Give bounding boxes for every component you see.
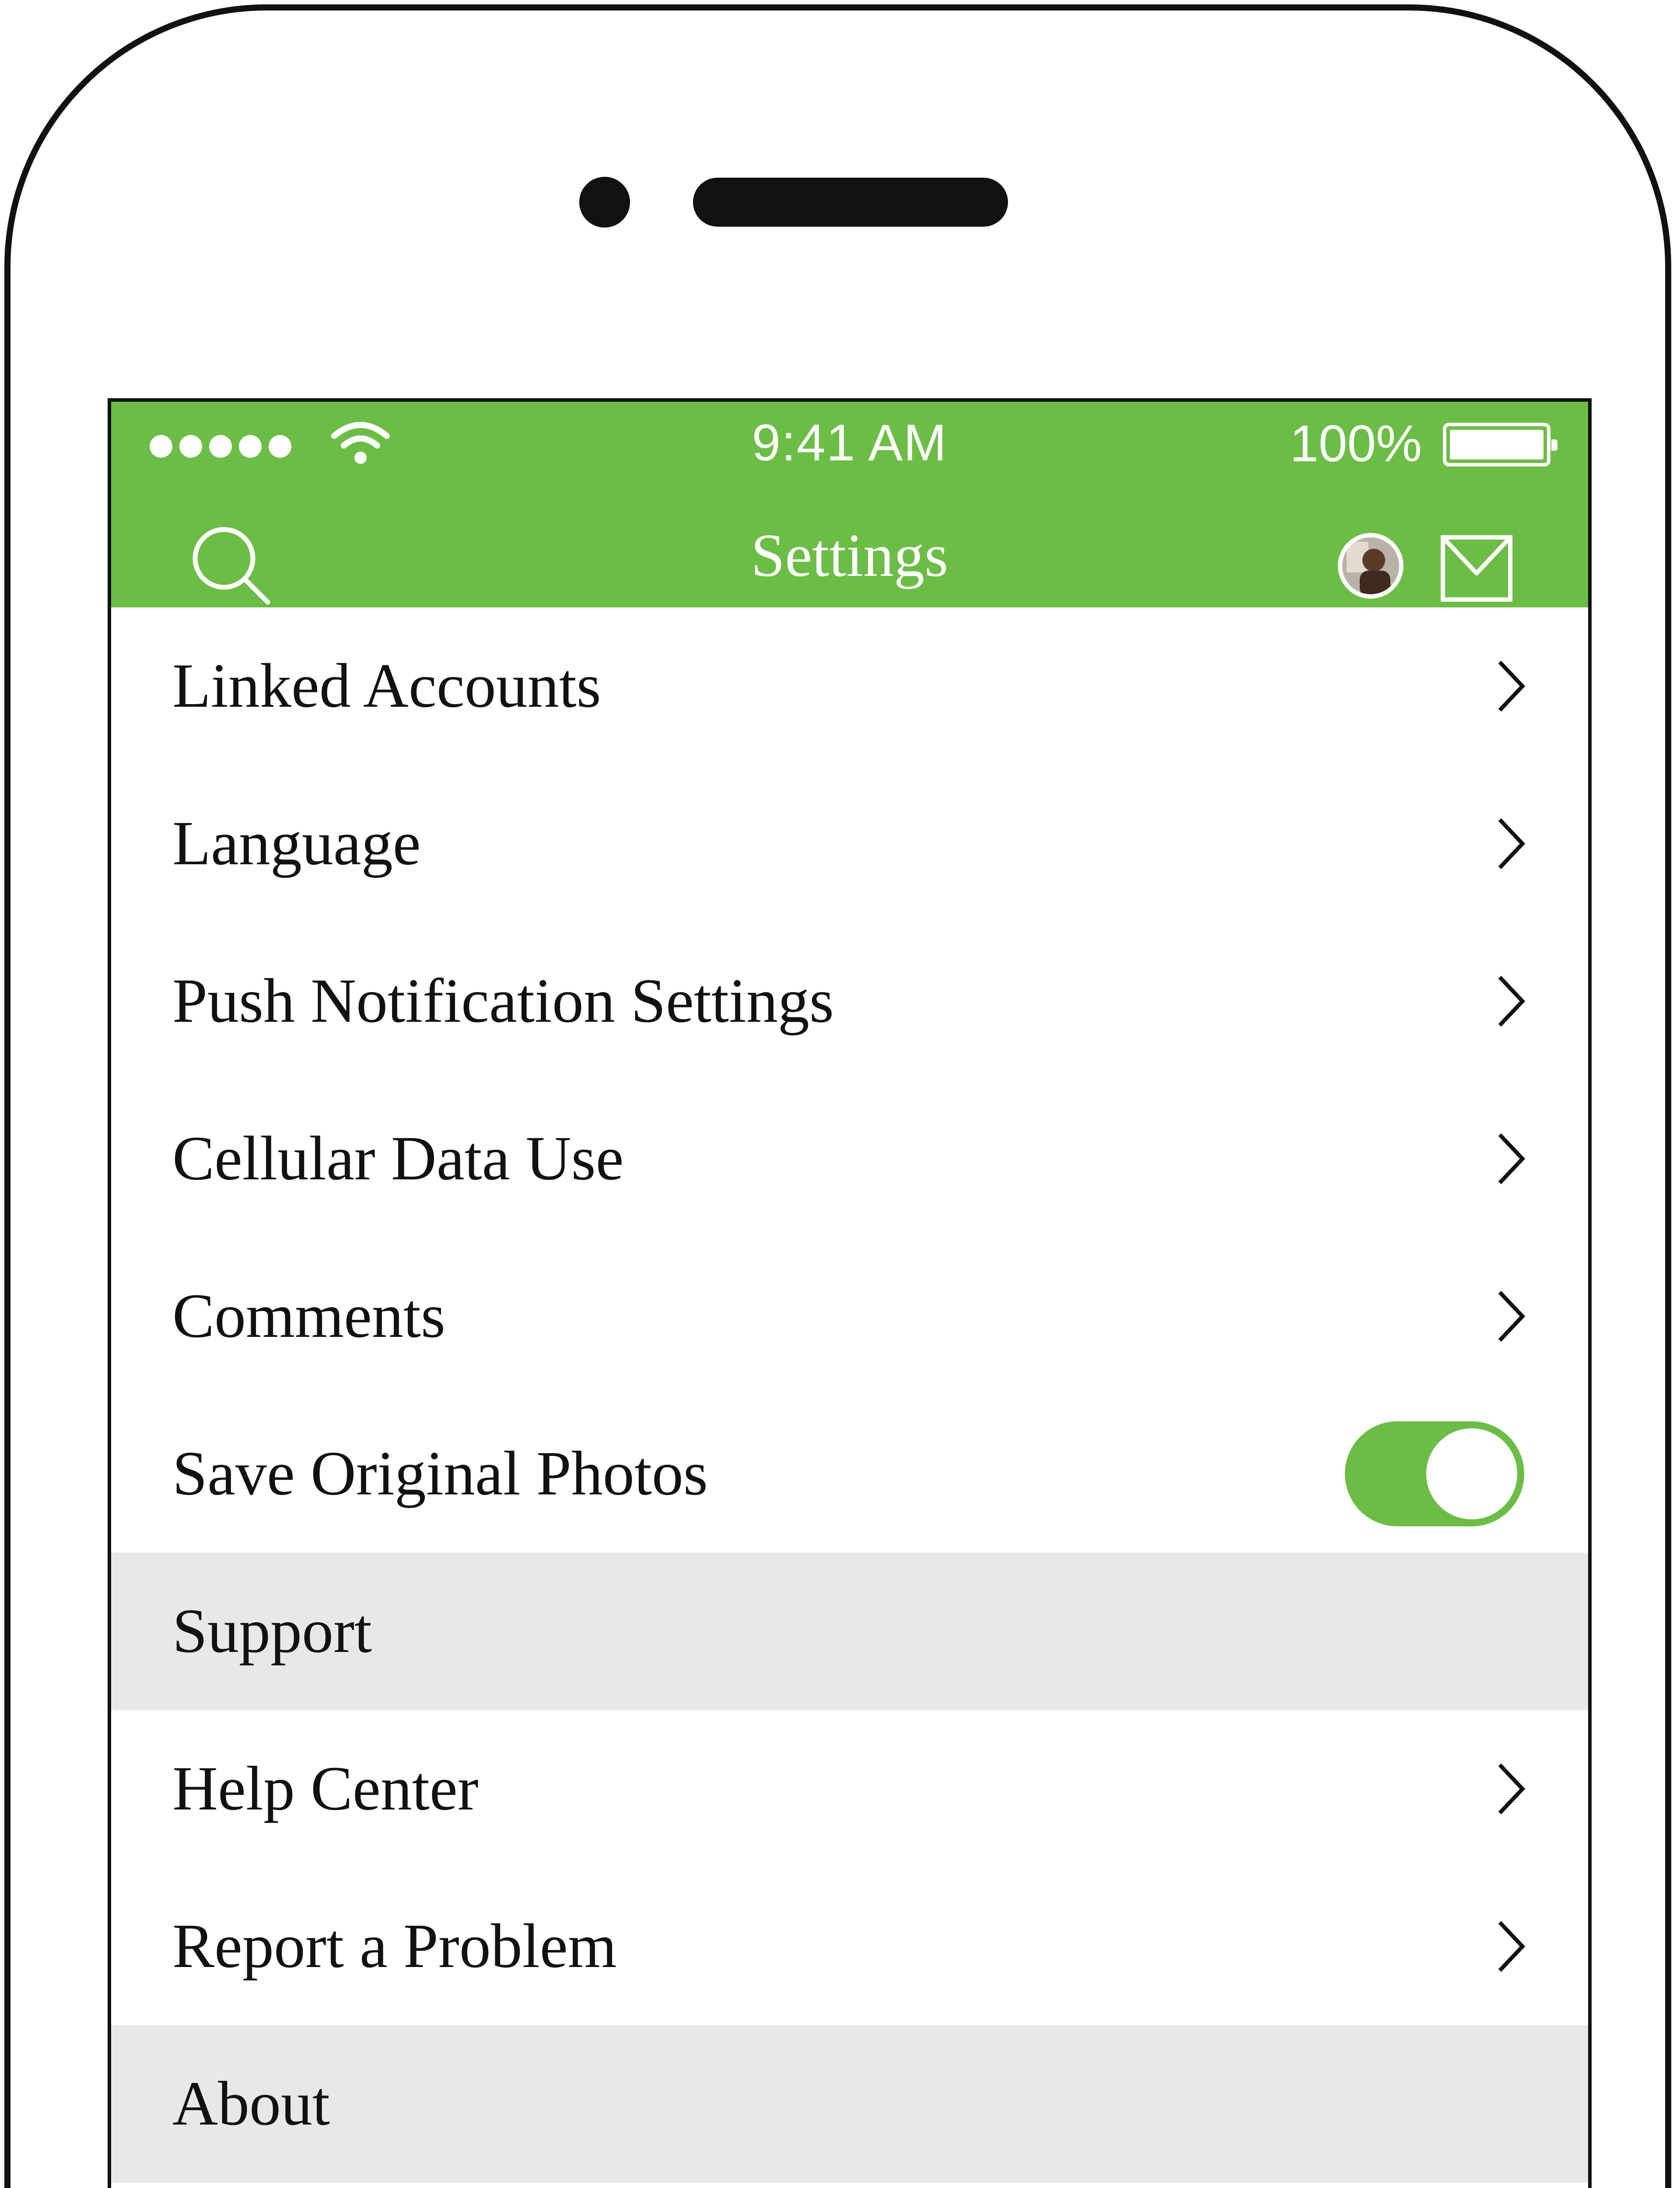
chevron-right-icon — [1494, 658, 1529, 715]
row-label: Language — [172, 809, 421, 878]
section-header-about — [111, 2025, 1588, 2183]
avatar[interactable] — [1338, 533, 1404, 599]
row-label: Linked Accounts — [172, 651, 601, 721]
page-title: Settings — [751, 522, 948, 589]
chevron-right-icon — [1494, 1130, 1529, 1187]
section-header-support — [111, 1553, 1588, 1710]
settings-row-language[interactable] — [111, 765, 1588, 922]
row-label: Comments — [172, 1281, 446, 1351]
row-label: Help Center — [172, 1754, 479, 1823]
settings-row-linked-accounts[interactable] — [111, 607, 1588, 765]
settings-row-save-original-photos — [111, 1395, 1588, 1553]
front-camera — [579, 177, 630, 228]
earpiece-speaker — [693, 178, 1008, 227]
status-time: 9:41 AM — [752, 414, 948, 472]
mail-icon[interactable] — [1439, 531, 1514, 606]
row-label: Push Notification Settings — [172, 966, 834, 1036]
settings-row-push-notifications[interactable] — [111, 922, 1588, 1080]
save-original-photos-toggle[interactable] — [1345, 1421, 1524, 1526]
row-label — [172, 2183, 274, 2188]
status-bar — [111, 402, 1588, 489]
battery-icon — [1443, 423, 1550, 466]
screen — [108, 398, 1592, 2188]
battery-percent: 100% — [1290, 415, 1422, 473]
settings-list — [111, 607, 1588, 2188]
chevron-right-icon — [1494, 1288, 1529, 1345]
settings-row-report-problem[interactable] — [111, 1868, 1588, 2025]
row-label: Cellular Data Use — [172, 1124, 624, 1193]
chevron-right-icon — [1494, 1918, 1529, 1975]
chevron-right-icon — [1494, 973, 1529, 1030]
chevron-right-icon — [1494, 815, 1529, 872]
settings-row-cellular-data[interactable] — [111, 1080, 1588, 1238]
row-label: Report a Problem — [172, 1911, 617, 1981]
settings-row-comments[interactable] — [111, 1238, 1588, 1395]
settings-row-help-center[interactable] — [111, 1710, 1588, 1868]
settings-row-ads[interactable] — [111, 2183, 1588, 2188]
section-title: Support — [172, 1596, 372, 1666]
row-label: Save Original Photos — [172, 1439, 708, 1508]
section-title: About — [172, 2069, 330, 2139]
toggle-knob — [1426, 1428, 1517, 1519]
phone-frame — [4, 4, 1671, 2188]
chevron-right-icon — [1494, 1760, 1529, 1817]
nav-bar — [111, 489, 1588, 607]
